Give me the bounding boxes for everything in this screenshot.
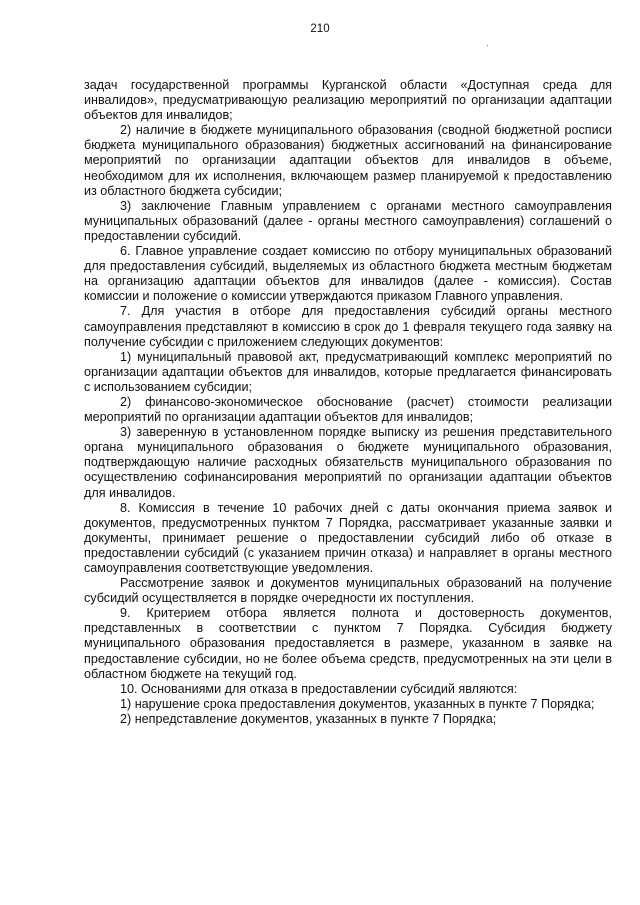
paragraph: 3) заключение Главным управлением с органами местного самоуправления муниципальных образований (далее - органы местного самоуправления) соглашений о предоставлении субсидий. <box>84 198 612 243</box>
paragraph: задач государственной программы Курганской области «Доступная среда для инвалидов», предусматривающую реализацию мероприятий по организации адаптации объектов для инвалидов; <box>84 78 612 123</box>
paragraph: 9. Критерием отбора является полнота и достоверность документов, представленных в соответствии с пунктом 7 Порядка. Субсидия бюджету муниципального образования предоставляется в размере, указанном в заявке на предоставление субсидии, но не более объема средств, предусмотренных на эти цели в областном бюджете на текущий год. <box>84 606 612 681</box>
paragraph: 3) заверенную в установленном порядке выписку из решения представительного органа муниципального образования о бюджете муниципального образования, подтверждающую наличие расходных обязательств муниципального образования по осуществлению софинансирования мероприятий по организации адаптации объектов для инвалидов. <box>84 425 612 500</box>
document-body <box>84 78 612 727</box>
paragraph: 2) финансово-экономическое обоснование (расчет) стоимости реализации мероприятий по организации адаптации объектов для инвалидов; <box>84 394 612 425</box>
paragraph: Рассмотрение заявок и документов муниципальных образований на получение субсидий осуществляется в порядке очередности их поступления. <box>84 576 612 606</box>
paragraph: 8. Комиссия в течение 10 рабочих дней с даты окончания приема заявок и документов, предусмотренных пунктом 7 Порядка, рассматривает указанные заявки и документы, принимает решение о предоставлении субсидий либо об отказе в предоставлении субсидий (с указанием причин отказа) и направляет в органы местного самоуправления соответствующие уведомления. <box>84 500 612 575</box>
paragraph: 10. Основаниями для отказа в предоставлении субсидий являются: <box>120 681 518 696</box>
paragraph: 1) муниципальный правовой акт, предусматривающий комплекс мероприятий по организации адаптации объектов для инвалидов, которые предлагается финансировать с использованием субсидии; <box>84 349 612 394</box>
paragraph: 1) нарушение срока предоставления документов, указанных в пункте 7 Порядка; <box>120 696 595 711</box>
page-number: 210 <box>310 23 330 35</box>
scan-speck <box>487 45 488 46</box>
paragraph: 2) наличие в бюджете муниципального образования (сводной бюджетной росписи бюджета муниципального образования) бюджетных ассигнований на финансирование мероприятий по организации адаптации объектов для инвалидов в объеме, необходимом для их исполнения, включающем размер планируемой к предоставлению из областного бюджета субсидии; <box>84 123 612 198</box>
paragraph: 6. Главное управление создает комиссию по отбору муниципальных образований для предоставления субсидий, выделяемых из областного бюджета местным бюджетам на организацию адаптации объектов для инвалидов (далее - комиссия). Состав комиссии и положение о комиссии утверждаются приказом Главного управления. <box>84 244 612 304</box>
paragraph: 7. Для участия в отборе для предоставления субсидий органы местного самоуправления представляют в комиссию в срок до 1 февраля текущего года заявку на получение субсидии с приложением следующих документов: <box>84 304 612 349</box>
paragraph: 2) непредставление документов, указанных в пункте 7 Порядка; <box>120 711 497 726</box>
